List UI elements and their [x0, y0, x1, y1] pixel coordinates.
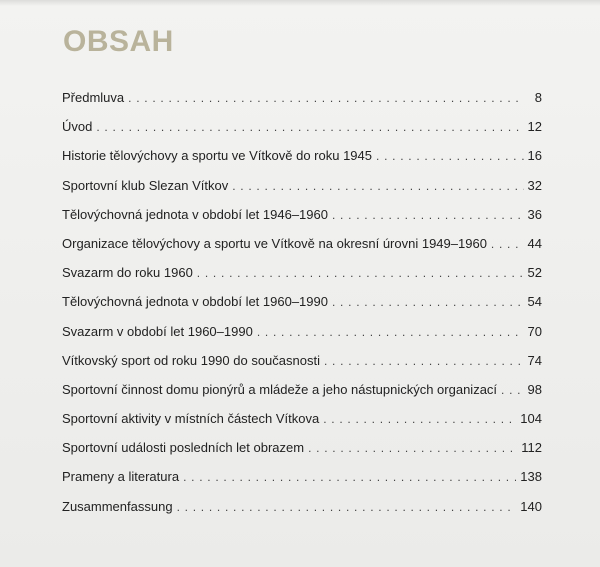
- toc-entry-title: Svazarm v období let 1960–1990: [62, 323, 253, 339]
- page-top-edge: [0, 0, 600, 6]
- toc-entry-page: 98: [527, 381, 542, 397]
- toc-entry-page: 54: [527, 294, 542, 310]
- toc-dot-leader: [501, 383, 524, 397]
- toc-dot-leader: [323, 412, 516, 426]
- toc-dot-leader: [232, 179, 523, 193]
- toc-entry: [62, 236, 542, 265]
- toc-entry-title: Sportovní aktivity v místních částech Vítkova: [62, 411, 320, 427]
- toc-entry-page: 44: [527, 235, 542, 251]
- toc-entry: [62, 469, 542, 498]
- toc-dot-leader: [197, 266, 524, 280]
- toc-entry-title: Tělovýchovná jednota v období let 1960–1990: [62, 294, 328, 310]
- toc-entry-page: 112: [521, 440, 542, 456]
- toc-entry: [62, 148, 542, 177]
- toc-entry-page: 52: [527, 265, 542, 281]
- toc-entry-page: 32: [527, 177, 542, 193]
- table-of-contents: [62, 90, 542, 528]
- toc-dot-leader: [96, 120, 523, 134]
- toc-entry-title: Sportovní události posledních let obrazem: [62, 440, 305, 456]
- toc-entry: [62, 178, 542, 207]
- toc-entry: [62, 499, 542, 528]
- toc-dot-leader: [332, 295, 524, 309]
- toc-entry: [62, 265, 542, 294]
- toc-entry-page: 74: [527, 352, 542, 368]
- toc-entry: [62, 90, 542, 119]
- toc-entry-title: Vítkovský sport od roku 1990 do současnosti: [62, 352, 320, 368]
- toc-entry-page: 16: [527, 148, 542, 164]
- toc-dot-leader: [491, 237, 524, 251]
- toc-entry-title: Úvod: [62, 119, 93, 135]
- toc-dot-leader: [257, 325, 524, 339]
- toc-entry-page: 138: [520, 469, 542, 485]
- toc-dot-leader: [324, 354, 524, 368]
- toc-dot-leader: [183, 470, 516, 484]
- toc-dot-leader: [128, 91, 524, 105]
- toc-entry: [62, 353, 542, 382]
- page-title: OBSAH: [63, 25, 174, 58]
- toc-entry-title: Sportovní činnost domu pionýrů a mládeže a jeho nástupnických organizací: [62, 381, 498, 397]
- toc-dot-leader: [177, 500, 517, 514]
- toc-dot-leader: [376, 149, 524, 163]
- toc-entry: [62, 119, 542, 148]
- toc-entry-title: Sportovní klub Slezan Vítkov: [62, 177, 229, 193]
- toc-entry-page: 104: [520, 411, 542, 427]
- toc-entry: [62, 382, 542, 411]
- toc-entry: [62, 294, 542, 323]
- toc-entry-page: 12: [527, 119, 542, 135]
- toc-entry-page: 8: [534, 90, 542, 105]
- toc-entry: [62, 207, 542, 236]
- toc-entry-title: Svazarm do roku 1960: [62, 265, 193, 281]
- toc-entry-title: Předmluva: [62, 90, 125, 105]
- toc-entry-title: Historie tělovýchovy a sportu ve Vítkově do roku 1945: [62, 148, 372, 164]
- toc-entry-page: 140: [520, 498, 542, 514]
- toc-entry: [62, 324, 542, 353]
- toc-entry-title: Organizace tělovýchovy a sportu ve Vítkově na okresní úrovni 1949–1960: [62, 235, 487, 251]
- toc-entry: [62, 411, 542, 440]
- toc-entry-page: 70: [527, 323, 542, 339]
- toc-entry-title: Zusammenfassung: [62, 498, 173, 514]
- toc-entry-page: 36: [527, 206, 542, 222]
- toc-entry-title: Prameny a literatura: [62, 469, 180, 485]
- toc-dot-leader: [308, 441, 517, 455]
- toc-dot-leader: [332, 208, 524, 222]
- toc-entry: [62, 440, 542, 469]
- toc-entry-title: Tělovýchovná jednota v období let 1946–1960: [62, 206, 328, 222]
